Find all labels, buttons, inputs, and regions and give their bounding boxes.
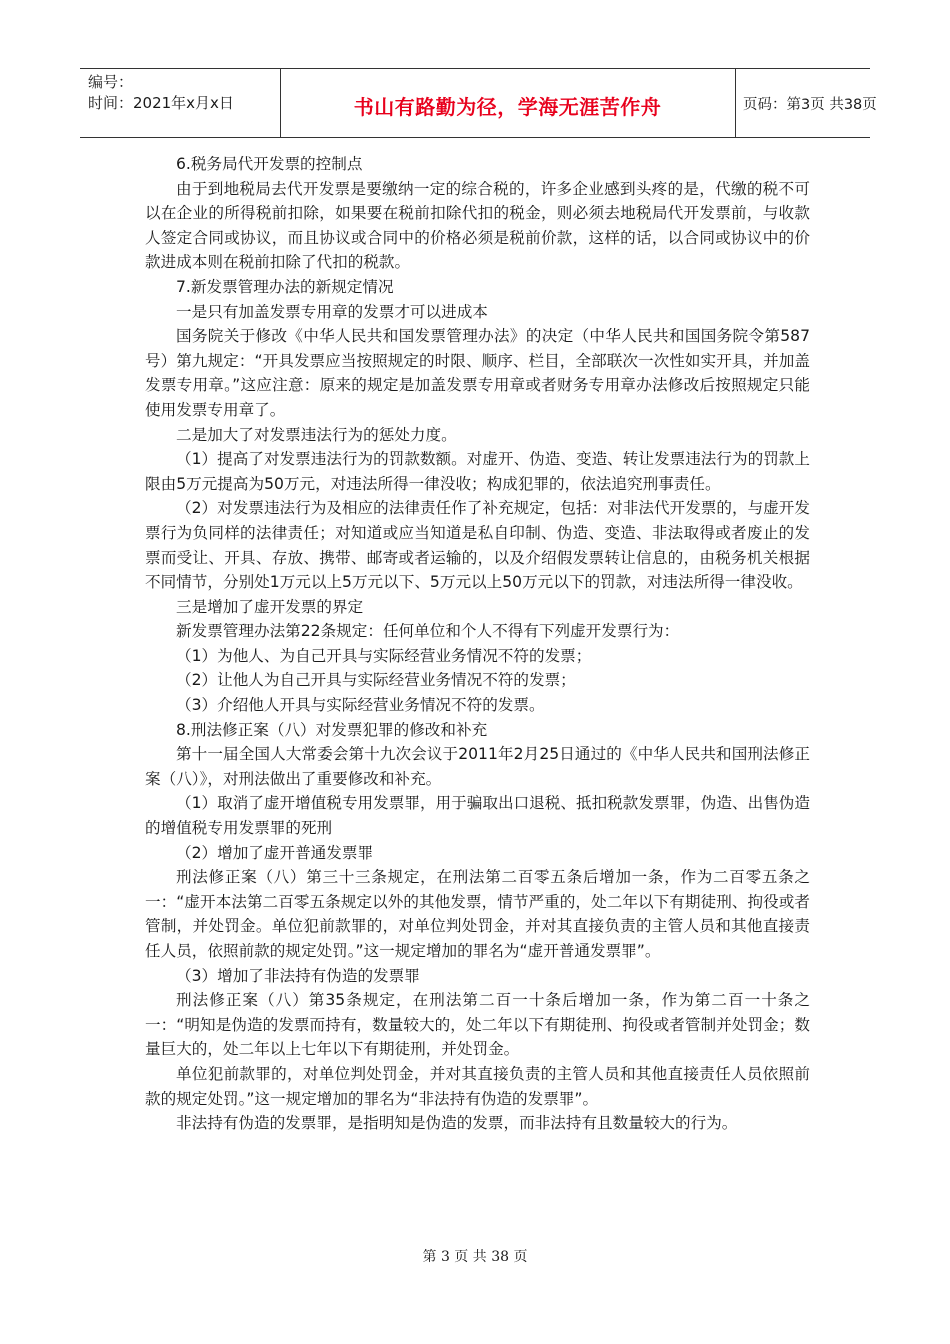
paragraph: 第十一届全国人大常委会第十九次会议于2011年2月25日通过的《中华人民共和国刑法修正案（八）》，对刑法做出了重要修改和补充。 <box>145 745 810 788</box>
paragraph: （2）增加了虚开普通发票罪 <box>176 843 374 862</box>
paragraph: 8.刑法修正案（八）对发票犯罪的修改和补充 <box>176 720 488 739</box>
header-page-cell <box>735 69 877 137</box>
document-body <box>145 152 810 1136</box>
paragraph: 7.新发票管理办法的新规定情况 <box>176 277 394 296</box>
paragraph: 新发票管理办法第22条规定：任何单位和个人不得有下列虚开发票行为： <box>176 622 680 641</box>
paragraph: 一是只有加盖发票专用章的发票才可以进成本 <box>176 302 488 321</box>
paragraph: （2）对发票违法行为及相应的法律责任作了补充规定，包括：对非法代开发票的，与虚开发票行为负同样的法律责任；对知道或应当知道是私自印制、伪造、变造、非法取得或者废止的发票而受让、开具、存放、携带、邮寄或者运输的，以及介绍假发票转让信息的，由税务机关根据不同情节，分别处1万元以上5万元以下、5万元以上50万元以下的罚款，对违法所得一律没收。 <box>145 499 810 592</box>
page-count-label: 页码：第3页 共38页 <box>743 97 877 113</box>
paragraph: （3）介绍他人开具与实际经营业务情况不符的发票。 <box>176 696 545 715</box>
paragraph: 刑法修正案（八）第35条规定，在刑法第二百一十条后增加一条，作为第二百一十条之一：“明知是伪造的发票而持有，数量较大的，处二年以下有期徒刑、拘役或者管制并处罚金；数量巨大的，处二年以上七年以下有期徒刑，并处罚金。 <box>145 991 810 1059</box>
header-meta-cell <box>80 69 281 137</box>
footer-page-number: 第 3 页 共 38 页 <box>422 1249 528 1265</box>
paragraph: 二是加大了对发票违法行为的惩处力度。 <box>176 425 457 444</box>
number-label: 编号： <box>88 73 134 91</box>
paragraph: （1）提高了对发票违法行为的罚款数额。对虚开、伪造、变造、转让发票违法行为的罚款上限由5万元提高为50万元，对违法所得一律没收；构成犯罪的，依法追究刑事责任。 <box>145 450 810 493</box>
paragraph: 刑法修正案（八）第三十三条规定，在刑法第二百零五条后增加一条，作为二百零五条之一：“虚开本法第二百零五条规定以外的其他发票，情节严重的，处二年以下有期徒刑、拘役或者管制，并处罚金。单位犯前款罪的，对单位判处罚金，并对其直接负责的主管人员和其他直接责任人员，依照前款的规定处罚。”这一规定增加的罪名为“虚开普通发票罪”。 <box>145 868 810 960</box>
header-motto-cell <box>280 69 736 137</box>
paragraph: （3）增加了非法持有伪造的发票罪 <box>176 966 420 985</box>
page-header <box>80 68 877 138</box>
date-label: 时间：2021年x月x日 <box>88 94 234 112</box>
paragraph: （1）取消了虚开增值税专用发票罪，用于骗取出口退税、抵扣税款发票罪，伪造、出售伪造的增值税专用发票罪的死刑 <box>145 794 810 838</box>
paragraph: 非法持有伪造的发票罪，是指明知是伪造的发票，而非法持有且数量较大的行为。 <box>176 1114 738 1133</box>
paragraph: （1）为他人、为自己开具与实际经营业务情况不符的发票； <box>176 646 592 665</box>
paragraph: 国务院关于修改《中华人民共和国发票管理办法》的决定（中华人民共和国国务院令第587号）第九规定：“开具发票应当按照规定的时限、顺序、栏目，全部联次一次性如实开具，并加盖发票专用章。”这应注意：原来的规定是加盖发票专用章或者财务专用章办法修改后按照规定只能使用发票专用章了。 <box>145 327 810 419</box>
paragraph: 三是增加了虚开发票的界定 <box>176 597 364 616</box>
paragraph: 由于到地税局去代开发票是要缴纳一定的综合税的，许多企业感到头疼的是，代缴的税不可以在企业的所得税前扣除，如果要在税前扣除代扣的税金，则必须去地税局代开发票前，与收款人签定合同或协议，而且协议或合同中的价格必须是税前价款，这样的话，以合同或协议中的价款进成本则在税前扣除了代扣的税款。 <box>145 179 810 272</box>
paragraph: （2）让他人为自己开具与实际经营业务情况不符的发票； <box>176 671 576 690</box>
paragraph: 6.税务局代开发票的控制点 <box>176 155 363 173</box>
page-footer <box>0 1246 950 1266</box>
paragraph: 单位犯前款罪的，对单位判处罚金，并对其直接负责的主管人员和其他直接责任人员依照前款的规定处罚。”这一规定增加的罪名为“非法持有伪造的发票罪”。 <box>145 1064 810 1108</box>
motto: 书山有路勤为径，学海无涯苦作舟 <box>353 95 662 119</box>
